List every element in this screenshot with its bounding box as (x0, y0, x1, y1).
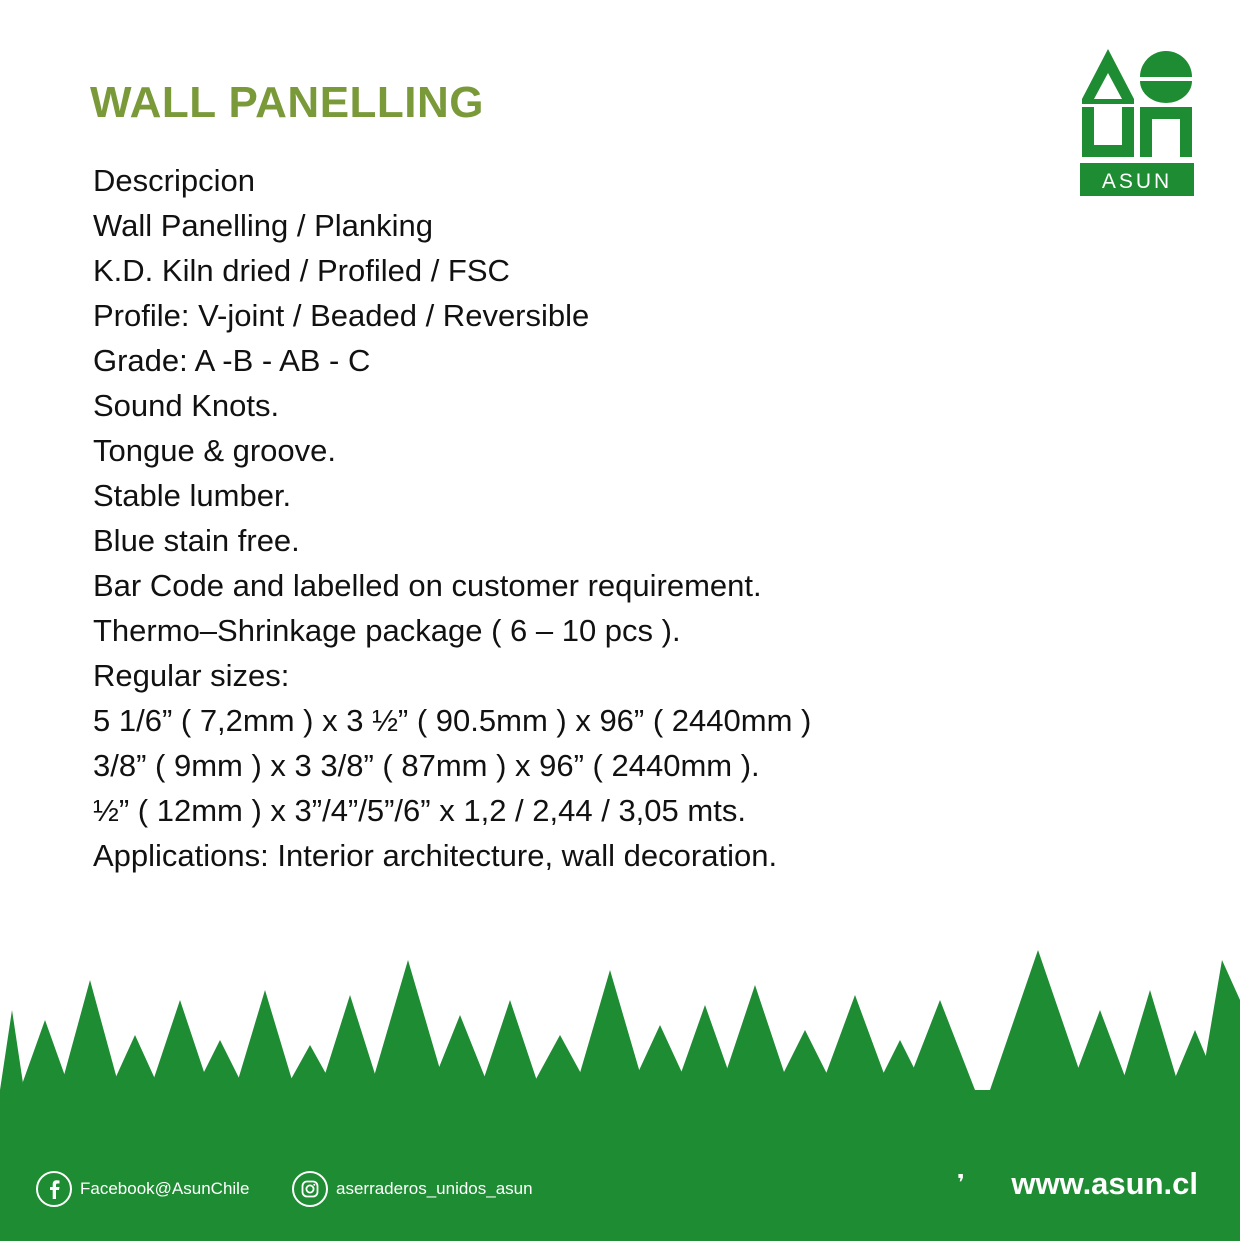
instagram-handle: aserraderos_unidos_asun (336, 1179, 533, 1198)
description-line: Stable lumber. (93, 478, 292, 513)
facebook-icon (36, 1171, 72, 1207)
facebook-link[interactable] (36, 1170, 249, 1208)
description-line: Descripcion (93, 163, 255, 198)
description-line: Sound Knots. (93, 388, 280, 423)
page-title: WALL PANELLING (90, 78, 485, 127)
asun-logo-icon (1080, 47, 1194, 196)
description-line: Blue stain free. (93, 523, 300, 558)
description-line: 3/8” ( 9mm ) x 3 3/8” ( 87mm ) x 96” ( 2440mm ). (93, 748, 760, 783)
description-line: 5 1/6” ( 7,2mm ) x 3 ½” ( 90.5mm ) x 96” ( 2440mm ) (93, 703, 812, 738)
description-line: Applications: Interior architecture, wall decoration. (93, 838, 778, 873)
website-link[interactable]: www.asun.cl (1011, 1166, 1198, 1201)
description-line: Grade: A -B - AB - C (93, 343, 371, 378)
description-list (93, 158, 811, 878)
description-line: Regular sizes: (93, 658, 290, 693)
description-line: Bar Code and labelled on customer requirement. (93, 568, 762, 603)
facebook-handle: Facebook@AsunChile (80, 1179, 250, 1198)
instagram-link[interactable] (292, 1170, 533, 1208)
description-line: Tongue & groove. (93, 433, 337, 468)
description-line: K.D. Kiln dried / Profiled / FSC (93, 253, 510, 288)
logo-text: ASUN (1101, 170, 1173, 193)
description-line: Wall Panelling / Planking (93, 208, 434, 243)
pin-icon: ❜ (957, 1170, 965, 1195)
description-line: ½” ( 12mm ) x 3”/4”/5”/6” x 1,2 / 2,44 / 3,05 mts. (93, 793, 746, 828)
description-line: Profile: V-joint / Beaded / Reversible (93, 298, 590, 333)
instagram-icon (292, 1171, 328, 1207)
description-line: Thermo–Shrinkage package ( 6 – 10 pcs ). (93, 613, 681, 648)
